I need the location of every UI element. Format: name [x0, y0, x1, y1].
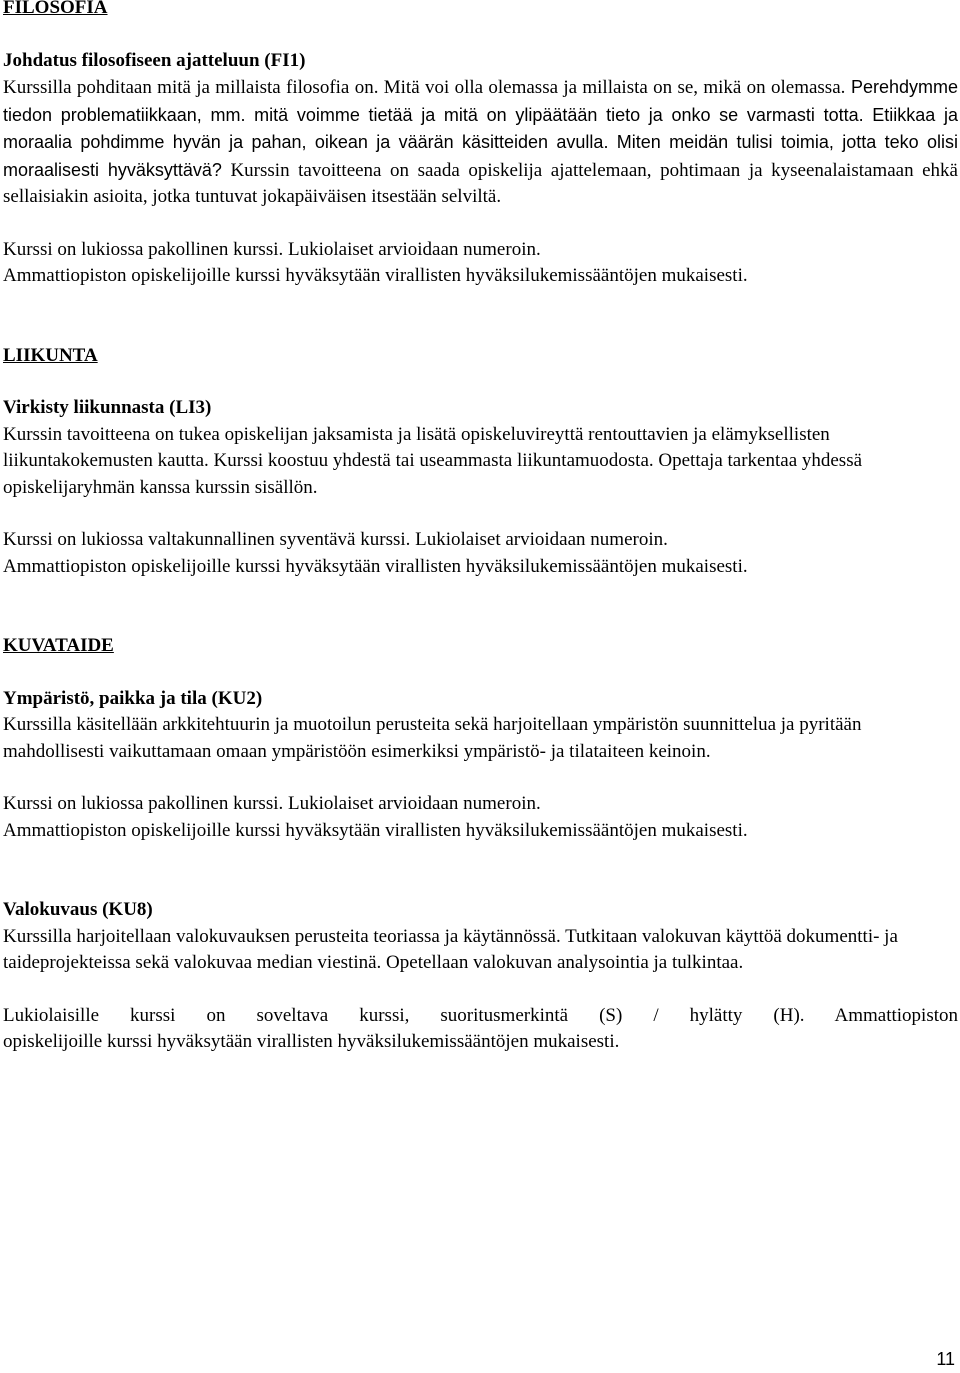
course-description-fi1-part3: Kurssin tavoitteena on saada opiskelija ajattelemaan, pohtimaan ja kyseenalaistamaan ehkä sellaisiakin asioita, jotka tuntuvat jokapäiväisen itsestään selviltä.	[3, 159, 958, 207]
course-description-ku2: Kurssilla käsitellään arkkitehtuurin ja muotoilun perusteita sekä harjoitellaan ympäristön suunnittelua ja pyritään mahdollisesti vaikuttamaan omaan ympäristöön esimerkiksi ympäristö- ja tilataiteen keinoin.	[3, 714, 862, 762]
course-description-fi1-part2: Perehdymme tiedon problematiikkaan, mm. mitä voimme tietää ja mitä on ylipäätään tieto ja onko se varmasti totta. Etiikkaa ja moraalia pohdimme hyvän ja pahan, oikean ja väärän käsitteiden avulla. Miten meidän tulisi toimia, jotta teko olisi moraalisesti hyväksyttävä?	[3, 77, 959, 180]
section-title-liikunta: LIIKUNTA	[3, 344, 98, 366]
course-status-ku2: Kurssi on lukiossa pakollinen kurssi. Lukiolaiset arvioidaan numeroin.	[3, 793, 541, 814]
course-vocational-li3: Ammattiopiston opiskelijoille kurssi hyväksytään virallisten hyväksilukemissääntöjen mukaisesti.	[3, 555, 748, 577]
course-status-li3: Kurssi on lukiossa valtakunnallinen syventävä kurssi. Lukiolaiset arvioidaan numeroin.	[3, 529, 668, 550]
course-vocational-ku2: Ammattiopiston opiskelijoille kurssi hyväksytään virallisten hyväksilukemissääntöjen mukaisesti.	[3, 819, 748, 841]
course-title-ku2: Ympäristö, paikka ja tila (KU2)	[3, 687, 263, 709]
document-page	[3, 0, 958, 1056]
course-description-fi1	[3, 74, 958, 211]
course-description-fi1-part1: Kurssilla pohditaan mitä ja millaista filosofia on. Mitä voi olla olemassa ja millaista on se, mikä on olemassa.	[3, 77, 846, 98]
course-title-li3: Virkisty liikunnasta (LI3)	[3, 397, 212, 418]
course-status-fi1: Kurssi on lukiossa pakollinen kurssi. Lukiolaiset arvioidaan numeroin.	[3, 238, 541, 260]
course-vocational-ku8: opiskelijoille kurssi hyväksytään virallisten hyväksilukemissääntöjen mukaisesti.	[3, 1031, 620, 1052]
course-title-fi1: Johdatus filosofiseen ajatteluun (FI1)	[3, 49, 306, 71]
course-vocational-fi1: Ammattiopiston opiskelijoille kurssi hyväksytään virallisten hyväksilukemissääntöjen mukaisesti.	[3, 265, 748, 286]
course-description-li3: Kurssin tavoitteena on tukea opiskelijan jaksamista ja lisätä opiskeluvireyttä rentouttavien ja elämyksellisten liikuntakokemusten kautta. Kurssi koostuu yhdestä tai useammasta liikuntamuodosta. Opettaja tarkentaa yhdessä opiskelijaryhmän kanssa kurssin sisällön.	[3, 423, 863, 498]
course-title-ku8: Valokuvaus (KU8)	[3, 899, 153, 920]
section-title-filosofia: FILOSOFIA	[3, 0, 108, 18]
course-description-ku8: Kurssilla harjoitellaan valokuvauksen perusteita teoriassa ja käytännössä. Tutkitaan valokuvan käyttöä dokumentti- ja taideprojekteissa sekä valokuvaa median viestinä. Opetellaan valokuvan analysointia ja tulkintaa.	[3, 925, 898, 973]
section-title-kuvataide: KUVATAIDE	[3, 635, 114, 656]
page-number: 11	[936, 1349, 955, 1369]
course-status-ku8: Lukiolaisille kurssi on soveltava kurssi, suoritusmerkintä (S) / hylätty (H). Ammattiopiston	[3, 1004, 958, 1026]
